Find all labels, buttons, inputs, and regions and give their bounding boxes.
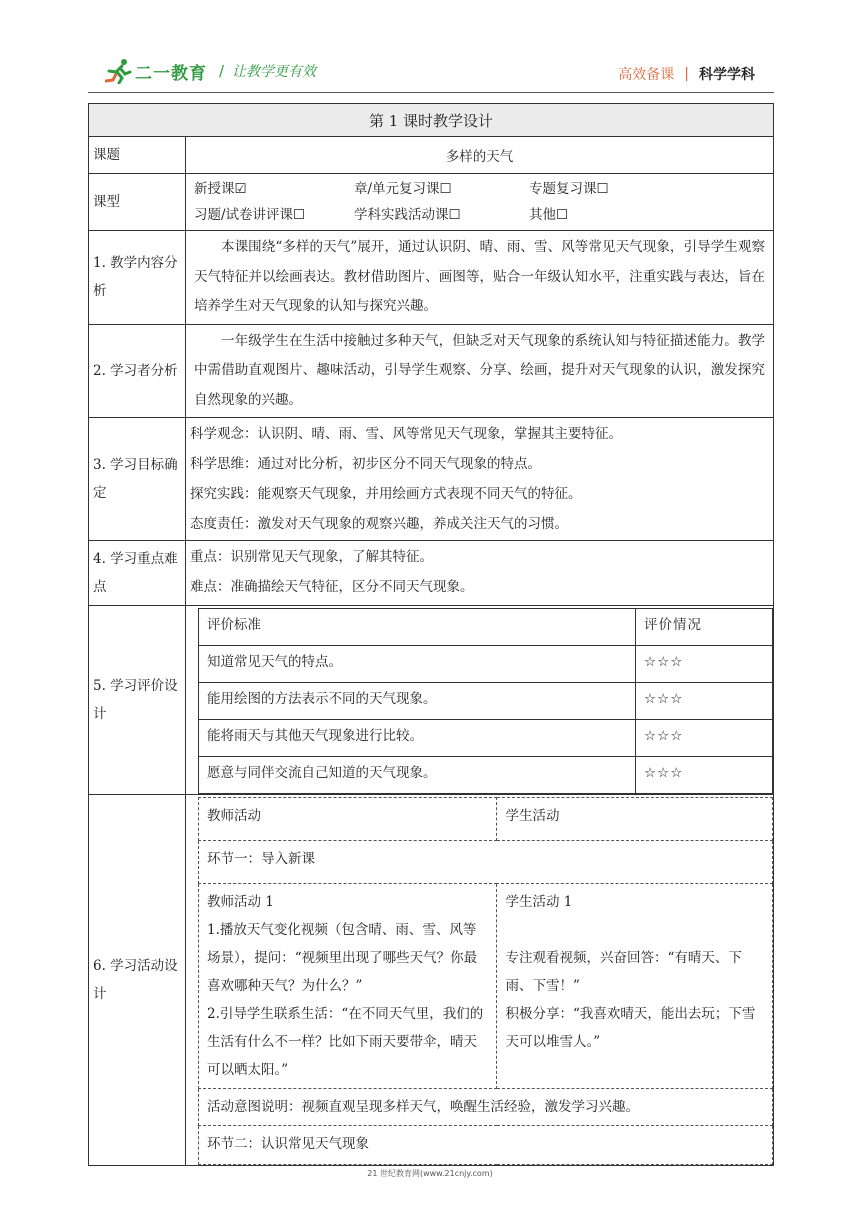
content-text: 本课围绕“多样的天气”展开，通过认识阴、晴、雨、雪、风等常见天气现象，引导学生观察天气特征并以绘画表达。教材借助图片、画图等，贴合一年级认知水平，注重实践与表达，旨在培养学生对天气现象的认知与探究兴趣。 bbox=[194, 239, 765, 314]
table-row bbox=[199, 646, 773, 683]
keypoint-item: 难点：准确描绘天气特征，区分不同天气现象。 bbox=[190, 579, 474, 595]
header-subject bbox=[618, 64, 755, 84]
evaluation-header bbox=[199, 609, 773, 646]
logo-name: 二一教育 bbox=[135, 63, 207, 84]
activity-intent: 活动意图说明：视频直观呈现多样天气，唤醒生活经验，激发学习兴趣。 bbox=[199, 1089, 773, 1126]
lesson-plan-table bbox=[88, 103, 774, 1166]
evaluation-row bbox=[89, 606, 774, 795]
student-activity-line: 专注观看视频，兴奋回答：“有晴天、下雨、下雪！” bbox=[505, 950, 742, 994]
activity-row bbox=[199, 884, 773, 1089]
page-title: 第 1 课时教学设计 bbox=[89, 104, 774, 137]
intent-row bbox=[199, 1089, 773, 1126]
learner-row bbox=[89, 324, 774, 418]
goals-row bbox=[89, 418, 774, 541]
goals-label: 3. 学习目标确定 bbox=[89, 418, 186, 541]
table-row bbox=[199, 720, 773, 757]
brand-logo bbox=[105, 58, 316, 84]
goal-item: 科学思维：通过对比分析，初步区分不同天气现象的特点。 bbox=[190, 456, 541, 472]
keypoint-item: 重点：识别常见天气现象，了解其特征。 bbox=[190, 549, 433, 565]
page-header bbox=[0, 0, 860, 90]
goals-cell bbox=[186, 418, 774, 541]
learner-cell bbox=[186, 324, 774, 418]
activities-row bbox=[89, 795, 774, 1166]
keypoints-row bbox=[89, 541, 774, 606]
stage-two-title: 环节二：认识常见天气现象 bbox=[199, 1126, 773, 1165]
topic-label: 课题 bbox=[89, 137, 186, 174]
type-label: 课型 bbox=[89, 174, 186, 231]
runner-logo-icon bbox=[105, 58, 133, 84]
eval-criterion: 知道常见天气的特点。 bbox=[199, 646, 636, 683]
header-subject-name: 科学学科 bbox=[699, 67, 755, 83]
learner-label: 2. 学习者分析 bbox=[89, 324, 186, 418]
eval-header-status: 评价情况 bbox=[636, 609, 773, 646]
title-row bbox=[89, 104, 774, 137]
stage-row bbox=[199, 841, 773, 884]
keypoints-cell bbox=[186, 541, 774, 606]
header-tag: 高效备课 bbox=[618, 67, 675, 83]
header-rule bbox=[88, 92, 774, 93]
header-divider: | bbox=[684, 66, 689, 82]
activities-cell bbox=[186, 795, 774, 1166]
type-options bbox=[186, 174, 774, 231]
eval-stars: ☆☆☆ bbox=[636, 720, 773, 757]
eval-stars: ☆☆☆ bbox=[636, 683, 773, 720]
goal-item: 态度责任：激发对天气现象的观察兴趣，养成关注天气的习惯。 bbox=[190, 516, 568, 532]
learner-text: 一年级学生在生活中接触过多种天气，但缺乏对天气现象的系统认知与特征描述能力。教学中需借助直观图片、趣味活动，引导学生观察、分享、绘画，提升对天气现象的认识，激发探究自然现象的兴趣。 bbox=[194, 332, 765, 408]
teacher-activity-line: 1.播放天气变化视频（包含晴、雨、雪、风等场景），提问：“视频里出现了哪些天气？你最喜欢哪种天气？为什么？” bbox=[207, 922, 478, 994]
type-option: 其他☐ bbox=[529, 207, 569, 223]
student-activity-line: 积极分享：“我喜欢晴天，能出去玩；下雪天可以堆雪人。” bbox=[505, 1006, 756, 1050]
stage-one-title: 环节一：导入新课 bbox=[199, 841, 773, 884]
eval-criterion: 愿意与同伴交流自己知道的天气现象。 bbox=[199, 757, 636, 794]
student-header: 学生活动 bbox=[497, 798, 773, 841]
type-row bbox=[89, 174, 774, 231]
teacher-header: 教师活动 bbox=[199, 798, 497, 841]
keypoints-label: 4. 学习重点难点 bbox=[89, 541, 186, 606]
topic-row bbox=[89, 137, 774, 174]
table-row bbox=[199, 683, 773, 720]
student-activity bbox=[497, 884, 773, 1089]
student-activity-title: 学生活动 1 bbox=[505, 894, 573, 910]
teacher-activity-line: 2.引导学生联系生活：“在不同天气里，我们的生活有什么不一样？比如下雨天要带伞，晴天可以晒太阳。” bbox=[207, 1006, 484, 1078]
type-option: 学科实践活动课☐ bbox=[354, 207, 461, 223]
eval-criterion: 能用绘图的方法表示不同的天气现象。 bbox=[199, 683, 636, 720]
content-cell bbox=[186, 231, 774, 325]
teacher-activity bbox=[199, 884, 497, 1089]
eval-stars: ☆☆☆ bbox=[636, 757, 773, 794]
type-option: 习题/试卷讲评课☐ bbox=[194, 207, 306, 223]
goal-item: 科学观念：认识阴、晴、雨、雪、风等常见天气现象，掌握其主要特征。 bbox=[190, 426, 622, 442]
eval-header-criteria: 评价标准 bbox=[199, 609, 636, 646]
content-row bbox=[89, 231, 774, 325]
logo-slogan: 让教学更有效 bbox=[232, 64, 317, 80]
eval-stars: ☆☆☆ bbox=[636, 646, 773, 683]
type-option: 章/单元复习课☐ bbox=[354, 181, 452, 197]
type-option: 新授课☑ bbox=[194, 181, 247, 197]
activities-label: 6. 学习活动设计 bbox=[89, 795, 186, 1166]
activities-header bbox=[199, 798, 773, 841]
stage-row bbox=[199, 1126, 773, 1165]
evaluation-cell bbox=[186, 606, 774, 795]
type-option: 专题复习课☐ bbox=[529, 181, 609, 197]
goal-item: 探究实践：能观察天气现象，并用绘画方式表现不同天气的特征。 bbox=[190, 486, 582, 502]
topic-value: 多样的天气 bbox=[186, 137, 774, 174]
page-footer: 21 世纪教育网(www.21cnjy.com) bbox=[367, 1169, 493, 1178]
evaluation-table bbox=[198, 608, 773, 794]
eval-criterion: 能将雨天与其他天气现象进行比较。 bbox=[199, 720, 636, 757]
content-label: 1. 教学内容分析 bbox=[89, 231, 186, 325]
table-row bbox=[199, 757, 773, 794]
activities-table bbox=[198, 797, 773, 1165]
teacher-activity-title: 教师活动 1 bbox=[207, 894, 274, 910]
evaluation-label: 5. 学习评价设计 bbox=[89, 606, 186, 795]
logo-separator: / bbox=[219, 62, 225, 80]
